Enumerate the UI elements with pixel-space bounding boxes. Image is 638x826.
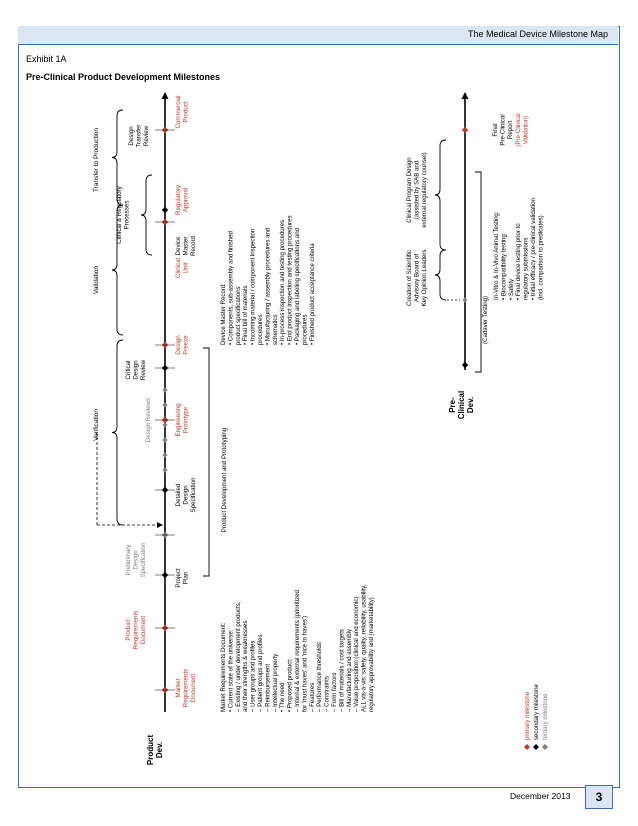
exhibit-label: Exhibit 1A: [26, 54, 67, 64]
label-commercial-line: Product: [182, 101, 190, 123]
invitro-block: [493, 198, 544, 300]
label-prelim-design-line: Design: [132, 550, 140, 570]
label-sab: [406, 250, 428, 307]
preclinical-label-line: Clinical: [457, 390, 466, 420]
label-clinical-program-line: (assisted by SAB and: [413, 160, 421, 220]
invitro-block-line: • Initial efficacy / pre-clinical validation: [530, 198, 537, 300]
label-critical-design-review-line: Critical: [125, 360, 132, 380]
mrd-block-line: ALL vis-à-vis: safety, quality, reliability, usability,: [360, 584, 368, 712]
mrd-block-line: Market Requirements Document:: [220, 622, 227, 712]
dmr-block-line: • End product inspection and testing procedures: [286, 215, 294, 345]
label-product-req: [125, 611, 147, 650]
header-title: The Medical Device Milestone Map: [467, 29, 608, 39]
mrd-block-line: – Reimbursement: [264, 663, 272, 712]
dmr-block: [220, 215, 316, 345]
dmr-block-line: • Manufacturing / assembly procedures and: [264, 227, 272, 345]
mrd-block-line: for 'must haves' and 'nice to haves'): [301, 615, 309, 712]
clinical-program-brace: [435, 140, 446, 250]
clinical-reg-label-line: Processes: [123, 200, 131, 230]
phase-transfer-line: Transfer to Production: [93, 127, 100, 193]
invitro-block-line: • Final device testing prior to: [515, 223, 523, 300]
label-project-plan-line: Plan: [182, 571, 190, 585]
dmr-block-line: • Packaging and labeling specifications and: [294, 228, 301, 345]
label-sab-line: Creation of Scientific: [406, 250, 413, 306]
dmr-block-line: • In-process inspection and testing procedures: [279, 219, 287, 345]
mrd-block-line: – Internal & external requirements (prioritized: [294, 590, 301, 712]
mrd-block-line: – Existing / under development products,: [234, 601, 242, 712]
phase-validation: [93, 266, 100, 294]
milestone-design-review-4: [162, 402, 167, 407]
mrd-block: [220, 584, 375, 712]
pd-bracket-label-line: Product Development and Prototyping: [221, 427, 228, 533]
mrd-block-line: – User groups and profiles: [249, 640, 257, 712]
preclinical-arrowhead: [462, 92, 469, 99]
pd-bracket: [203, 348, 209, 576]
label-clinical-program-line: external regulatory counsel): [420, 152, 428, 228]
legend-label-1: [533, 684, 540, 740]
invitro-bracket: [475, 172, 481, 372]
label-critical-design-review-line: Design: [132, 360, 140, 380]
dmr-block-line: • Final bill of materials: [242, 285, 250, 345]
pd-bracket-label: [221, 427, 228, 532]
label-market-req-line: Market: [175, 678, 182, 698]
label-final-report-line: Pre-Clinical: [499, 114, 507, 146]
verification-brace: [112, 340, 123, 525]
label-detailed-design: [175, 477, 197, 513]
dmr-block-line: procedures: [301, 314, 309, 345]
product-dev-label-line: Dev.: [155, 741, 164, 759]
legend-label-1-line: secondary milestone: [533, 684, 540, 740]
milestone-design-transfer: [162, 207, 168, 213]
label-clinical-program-line: Clinical Program Design: [406, 157, 413, 223]
label-clinical-unit: [175, 258, 190, 278]
dmr-block-line: Device Master Record:: [220, 283, 227, 345]
label-prelim-design-line: Specification: [140, 542, 147, 578]
legend-label-2: [542, 693, 549, 740]
page-number: 3: [585, 785, 613, 809]
label-commercial-line: Commercial: [175, 95, 182, 129]
mrd-block-line: – Manufacturing and assembly: [345, 629, 353, 712]
invitro-block-line: regulatory submissions: [522, 237, 530, 300]
label-project-plan: [175, 568, 190, 588]
label-design-freeze: [175, 335, 190, 355]
milestone-design-review-3: [162, 422, 167, 427]
milestone-design-review-5: [162, 387, 167, 392]
legend-marker-1: [533, 744, 539, 750]
mrd-block-line: – Performance thresholds: [316, 642, 324, 712]
label-device-master-record-line: Device: [175, 236, 182, 256]
milestone-design-review-2: [162, 437, 167, 442]
label-eng-prototype-line: Engineering: [175, 403, 182, 437]
mrd-block-line: – Constraints: [323, 676, 331, 712]
label-cadaver: [482, 296, 489, 344]
phase-transfer: [93, 128, 100, 192]
label-regulatory-approval: [175, 184, 190, 215]
label-commercial: [175, 95, 190, 128]
preclinical-final: [462, 127, 468, 133]
label-clinical-unit-line: Unit: [182, 262, 190, 274]
label-device-master-record-line: Master: [182, 236, 190, 256]
label-market-req: [175, 669, 197, 708]
label-design-transfer-review-line: Design: [128, 126, 135, 146]
mrd-block-line: – Value proposition (clinical and economic): [353, 596, 361, 712]
preclinical-start: [462, 362, 468, 368]
label-sab-line: Advisory Board of: [413, 253, 421, 303]
product-dev-label: [146, 735, 164, 766]
preclinical-cadaver: [462, 297, 467, 302]
legend-marker-2: [542, 744, 548, 750]
mrd-block-line: – Features: [308, 682, 316, 712]
label-final-report-line: Final: [492, 123, 499, 137]
dmr-block-line: product specifications: [234, 286, 242, 345]
legend-label-0: [524, 691, 531, 740]
product-dev-label-line: Product: [146, 734, 155, 766]
label-project-plan-line: Project: [175, 568, 182, 588]
dmr-block-line: procedures: [257, 314, 264, 345]
clinical-reg-brace: [141, 175, 152, 255]
footer-date: December 2013: [510, 791, 571, 801]
milestone-design-review-1: [162, 452, 167, 457]
mrd-block-line: regulatory approvability and (marketability): [368, 597, 375, 712]
label-design-transfer-review: [128, 125, 150, 148]
label-eng-prototype: [175, 403, 190, 437]
label-preclinical-validation: [515, 113, 529, 146]
label-final-report-line: Report: [506, 120, 514, 140]
dmr-block-line: • Finished product acceptance criteria: [308, 243, 316, 345]
page-heading: Pre-Clinical Product Development Milestones: [26, 72, 221, 82]
label-regulatory-approval-line: Regulatory: [175, 185, 182, 215]
dmr-block-line: • Incoming material / component inspection: [249, 228, 257, 345]
label-sab-line: Key Opinion Leaders: [420, 249, 428, 307]
mrd-block-line: • Current state of the universe:: [227, 629, 235, 712]
label-preclinical-validation-line: (Pre-Clinical: [515, 113, 522, 147]
legend-marker-0: [524, 744, 530, 750]
sab-brace: [435, 250, 446, 300]
mrd-block-line: – Intellectual property: [271, 653, 279, 712]
label-design-transfer-review-line: Review: [143, 125, 150, 147]
preclinical-label: [448, 391, 475, 419]
preclinical-label-line: Dev.: [466, 396, 475, 414]
verification-dashed-arrow: [157, 522, 163, 528]
label-design-freeze-line: Freeze: [182, 335, 190, 355]
label-cadaver-line: (Cadaver Testing): [482, 296, 489, 344]
label-clinical-program: [406, 152, 428, 227]
label-device-master-record: [175, 235, 197, 256]
label-design-transfer-review-line: Transfer: [135, 124, 143, 148]
preclinical-label-line: Pre-: [448, 397, 457, 413]
label-clinical-unit-line: Clinical: [175, 258, 182, 278]
mrd-block-line: and their strengths & weaknesses: [242, 620, 250, 712]
invitro-block-line: • Safety: [507, 278, 515, 300]
label-critical-design-review-line: Review: [140, 359, 147, 381]
label-eng-prototype-line: Prototype: [182, 406, 190, 434]
invitro-block-line: (incl. comparison to predicates): [537, 215, 545, 300]
legend-label-2-line: tertiary milestone: [542, 693, 549, 740]
clinical-reg-label-line: Clinical & Regulatory: [116, 186, 123, 244]
label-prelim-design-line: Preliminary: [125, 544, 132, 576]
phase-validation-line: Validation: [93, 265, 100, 295]
label-market-req-line: Document: [190, 673, 197, 703]
mrd-block-line: – Bill of materials / cost targets: [338, 629, 346, 712]
label-final-report: [492, 114, 514, 145]
label-design-freeze-line: Design: [175, 335, 182, 355]
phase-verification: [93, 409, 100, 441]
label-detailed-design-line: Detailed: [175, 483, 182, 507]
mrd-block-line: – Patient groups and profiles: [257, 634, 264, 712]
invitro-block-line: • Biocompatibility testing: [500, 234, 508, 300]
label-regulatory-approval-line: Approval: [182, 187, 190, 213]
label-detailed-design-line: Design: [182, 485, 190, 505]
phase-verification-line: Verification: [93, 409, 100, 441]
label-market-req-line: Requirements: [182, 668, 190, 708]
mrd-block-line: • The need: [279, 682, 287, 712]
label-design-reviews-line: Design Reviews: [145, 397, 152, 443]
label-detailed-design-line: Specification: [190, 477, 197, 513]
label-product-req-line: Requirements: [132, 610, 140, 650]
legend-label-0-line: primary milestone: [524, 691, 531, 740]
label-critical-design-review: [125, 359, 147, 380]
label-product-req-line: Product: [125, 619, 132, 641]
label-design-reviews: [145, 398, 152, 442]
product-timeline-arrowhead: [162, 92, 169, 99]
label-prelim-design: [125, 542, 147, 578]
clinical-reg-label: [116, 185, 131, 243]
invitro-block-line: In-Vitro & In-Vivo Animal Testing:: [493, 211, 500, 300]
label-device-master-record-line: Record: [190, 236, 197, 256]
dmr-block-line: • Components, sub-assembly and finished: [227, 231, 235, 345]
label-product-req-line: Document: [140, 615, 147, 645]
dmr-block-line: schematics: [271, 314, 279, 345]
mrd-block-line: • Proposed product:: [286, 658, 294, 712]
milestone-design-review-0: [162, 467, 167, 472]
mrd-block-line: – Form factors: [331, 672, 338, 712]
label-preclinical-validation-line: Validation): [522, 115, 530, 145]
